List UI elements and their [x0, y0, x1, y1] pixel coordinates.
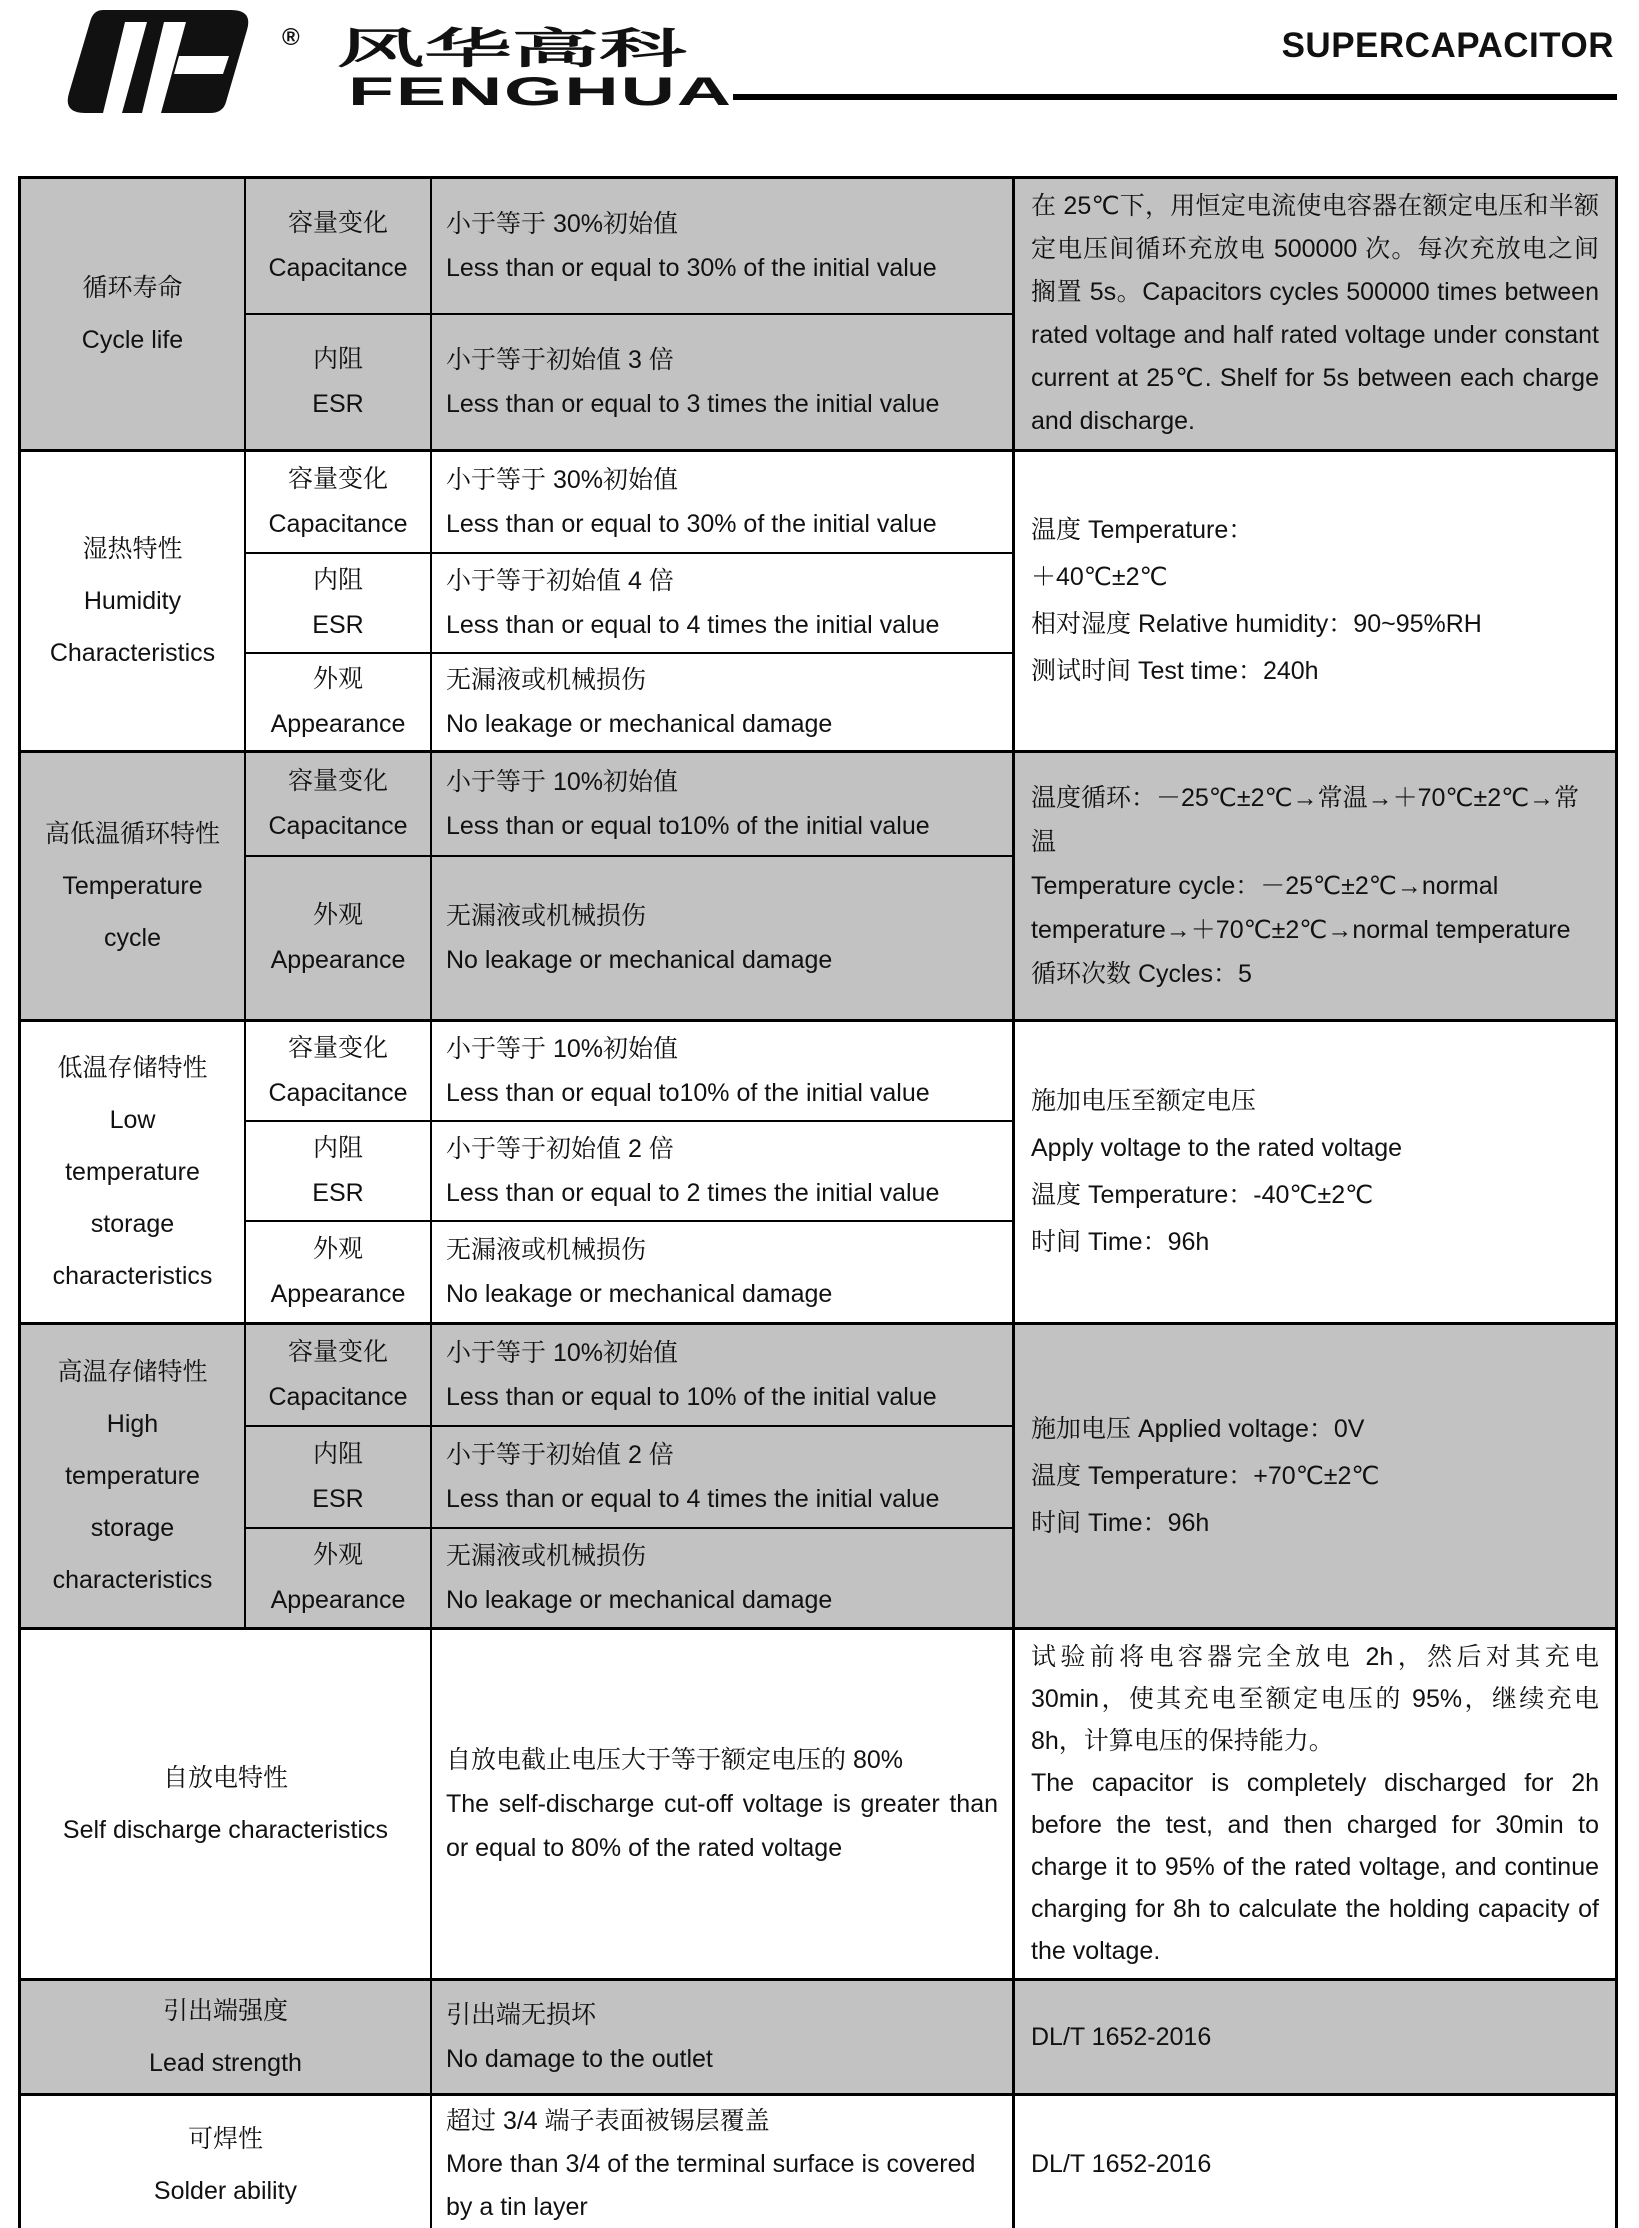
table-row [246, 855, 1012, 1019]
param-cell: 内阻 ESR [246, 1427, 432, 1527]
criteria-cell: 无漏液或机械损伤 No leakage or mechanical damage [446, 902, 833, 974]
table-row [246, 1425, 1012, 1527]
fenghua-logo-icon [63, 10, 253, 113]
table-row [246, 652, 1012, 750]
category-cell: 高温存储特性 High temperature storage characteristics [21, 1325, 246, 1627]
param-cell: 外观 Appearance [246, 1222, 432, 1322]
criteria-cell: 超过 3/4 端子表面被锡层覆盖 More than 3/4 of the terminal surface is covered by a tin layer [446, 2107, 976, 2221]
category-cell: 可焊性 Solder ability [21, 2096, 432, 2228]
param-cell: 容量变化 Capacitance [246, 753, 432, 855]
criteria-cell: 小于等于初始值 4 倍 Less than or equal to 4 times the initial value [446, 567, 940, 639]
criteria-cell: 自放电截止电压大于等于额定电压的 80% The self-discharge cut-off voltage is greater than or equal to 80% of the rated voltage [446, 1746, 998, 1862]
criteria-cell: 小于等于初始值 2 倍 Less than or equal to 2 times the initial value [446, 1135, 940, 1207]
criteria-cell: 小于等于 30%初始值 Less than or equal to 30% of the initial value [446, 210, 937, 282]
header-divider [733, 94, 1617, 100]
category-cell: 低温存储特性 Low temperature storage characteristics [21, 1022, 246, 1322]
brand-name-english: FENGHUA [348, 70, 733, 114]
param-cell: 容量变化 Capacitance [246, 1325, 432, 1425]
table-row [246, 1325, 1012, 1425]
section-solder-ability [21, 2093, 1615, 2228]
criteria-cell: 无漏液或机械损伤 No leakage or mechanical damage [446, 1236, 833, 1308]
table-row [246, 452, 1012, 552]
section-humidity [21, 449, 1615, 750]
param-cell: 外观 Appearance [246, 654, 432, 750]
condition-cell: 温度循环：－25℃±2℃→常温→＋70℃±2℃→常温 Temperature cycle：－25℃±2℃→normal temperature→＋70℃±2℃→normal temperature 循环次数 Cycles：5 [1012, 753, 1615, 1019]
param-cell: 容量变化 Capacitance [246, 1022, 432, 1120]
table-row [246, 753, 1012, 855]
table-row [246, 1527, 1012, 1627]
criteria-cell: 小于等于 30%初始值 Less than or equal to 30% of the initial value [446, 466, 937, 538]
param-cell: 外观 Appearance [246, 857, 432, 1019]
criteria-cell: 无漏液或机械损伤 No leakage or mechanical damage [446, 666, 833, 738]
condition-cell: 温度 Temperature： ＋40℃±2℃ 相对湿度 Relative humidity：90~95%RH 测试时间 Test time：240h [1012, 452, 1615, 750]
criteria-cell: 小于等于 10%初始值 Less than or equal to 10% of the initial value [446, 1339, 937, 1411]
table-row [432, 1981, 1012, 2093]
condition-cell: 在 25℃下，用恒定电流使电容器在额定电压和半额定电压间循环充放电 500000 次。每次充放电之间搁置 5s。Capacitors cycles 500000 times between rated voltage and half rated voltage under constant current at 25℃. Shelf for 5s between each charge and discharge. [1012, 179, 1615, 449]
table-row [432, 2096, 1012, 2228]
registered-trademark-icon: ® [282, 24, 300, 51]
param-cell: 容量变化 Capacitance [246, 452, 432, 552]
param-cell: 内阻 ESR [246, 554, 432, 652]
param-cell: 外观 Appearance [246, 1529, 432, 1627]
condition-cell: 施加电压至额定电压 Apply voltage to the rated voltage 温度 Temperature：-40℃±2℃ 时间 Time：96h [1012, 1022, 1615, 1322]
brand-name-chinese: 风华高科 [337, 25, 687, 72]
criteria-cell: 无漏液或机械损伤 No leakage or mechanical damage [446, 1542, 833, 1614]
criteria-cell: 小于等于初始值 3 倍 Less than or equal to 3 times the initial value [446, 346, 940, 418]
category-cell: 自放电特性 Self discharge characteristics [21, 1630, 432, 1978]
table-row [246, 179, 1012, 313]
criteria-cell: 小于等于初始值 2 倍 Less than or equal to 4 times the initial value [446, 1441, 940, 1513]
spec-table [18, 176, 1618, 2228]
category-cell: 引出端强度 Lead strength [21, 1981, 432, 2093]
page-title: SUPERCAPACITOR [1281, 26, 1614, 65]
param-cell: 内阻 ESR [246, 1122, 432, 1220]
param-cell: 内阻 ESR [246, 315, 432, 449]
table-row [246, 552, 1012, 652]
table-row [246, 1220, 1012, 1322]
table-row [246, 1022, 1012, 1120]
section-cycle-life [21, 179, 1615, 449]
category-cell: 循环寿命 Cycle life [21, 179, 246, 449]
criteria-cell: 小于等于 10%初始值 Less than or equal to10% of the initial value [446, 1035, 930, 1107]
condition-cell: 试验前将电容器完全放电 2h，然后对其充电 30min，使其充电至额定电压的 95%，继续充电 8h，计算电压的保持能力。 The capacitor is completely discharged for 2h before the test, and then charged for 30min to charge it to 95% of the rated voltage, and continue charging for 8h to calculate the holding capacity of the voltage. [1012, 1630, 1615, 1978]
category-cell: 湿热特性 Humidity Characteristics [21, 452, 246, 750]
condition-cell: DL/T 1652-2016 [1012, 1981, 1615, 2093]
criteria-cell: 小于等于 10%初始值 Less than or equal to10% of the initial value [446, 768, 930, 840]
table-row [432, 1630, 1012, 1978]
param-cell: 容量变化 Capacitance [246, 179, 432, 313]
section-self-discharge [21, 1627, 1615, 1978]
criteria-cell: 引出端无损坏 No damage to the outlet [446, 2001, 713, 2073]
table-row [246, 313, 1012, 449]
section-high-temperature-storage [21, 1322, 1615, 1627]
category-cell: 高低温循环特性 Temperature cycle [21, 753, 246, 1019]
section-temperature-cycle [21, 750, 1615, 1019]
table-row [246, 1120, 1012, 1220]
condition-cell: DL/T 1652-2016 [1012, 2096, 1615, 2228]
condition-cell: 施加电压 Applied voltage：0V 温度 Temperature：+70℃±2℃ 时间 Time：96h [1012, 1325, 1615, 1627]
section-lead-strength [21, 1978, 1615, 2093]
section-low-temperature-storage [21, 1019, 1615, 1322]
